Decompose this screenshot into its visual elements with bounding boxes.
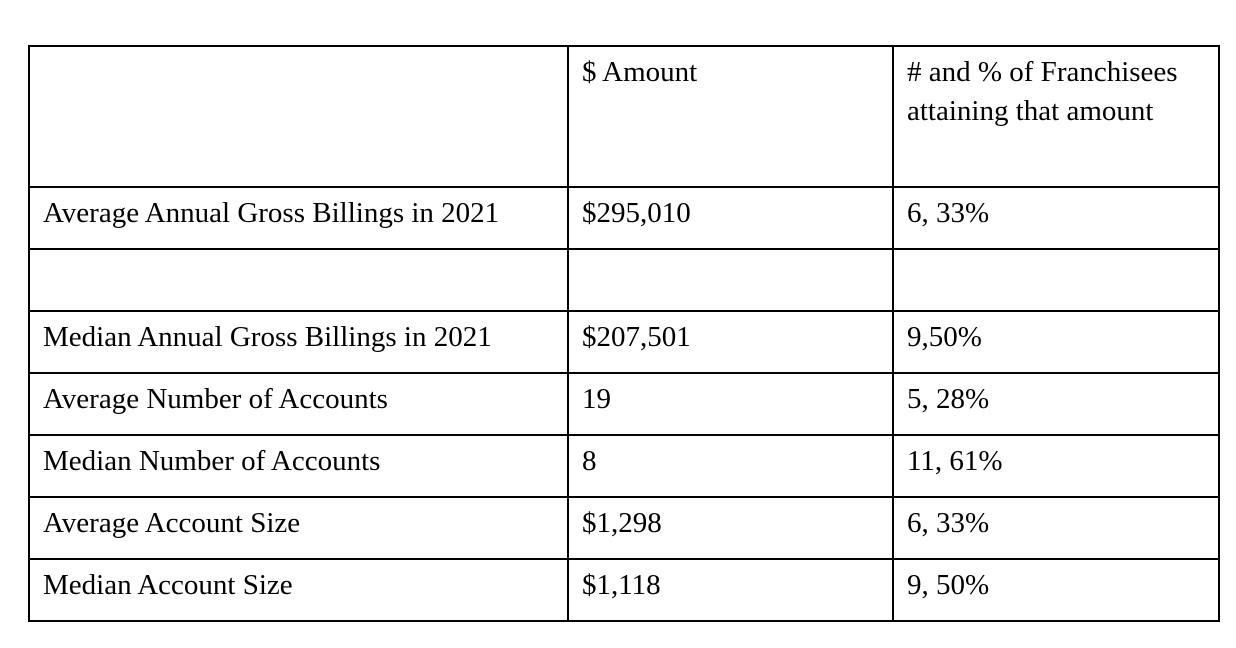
table-row (29, 435, 1219, 497)
row-label: Average Account Size (29, 497, 568, 559)
row-label (29, 249, 568, 311)
row-amount: 8 (568, 435, 893, 497)
header-cell-amount: $ Amount (568, 46, 893, 187)
franchise-performance-table (28, 45, 1220, 622)
table-row (29, 373, 1219, 435)
table-row (29, 249, 1219, 311)
row-label: Average Number of Accounts (29, 373, 568, 435)
row-franchisees: 5, 28% (893, 373, 1219, 435)
row-franchisees: 6, 33% (893, 187, 1219, 249)
table-header-row (29, 46, 1219, 187)
header-cell-empty (29, 46, 568, 187)
row-label: Median Annual Gross Billings in 2021 (29, 311, 568, 373)
franchise-performance-table-container (28, 45, 1220, 622)
row-franchisees (893, 249, 1219, 311)
row-amount (568, 249, 893, 311)
row-franchisees: 9, 50% (893, 559, 1219, 621)
table-row (29, 187, 1219, 249)
row-franchisees: 6, 33% (893, 497, 1219, 559)
table-row (29, 559, 1219, 621)
row-label: Median Number of Accounts (29, 435, 568, 497)
row-label: Average Annual Gross Billings in 2021 (29, 187, 568, 249)
table-row (29, 497, 1219, 559)
header-cell-franchisees: # and % of Franchisees attaining that amount (893, 46, 1219, 187)
row-franchisees: 9,50% (893, 311, 1219, 373)
table-row (29, 311, 1219, 373)
row-amount: $1,298 (568, 497, 893, 559)
row-amount: 19 (568, 373, 893, 435)
row-amount: $207,501 (568, 311, 893, 373)
row-amount: $295,010 (568, 187, 893, 249)
row-amount: $1,118 (568, 559, 893, 621)
row-franchisees: 11, 61% (893, 435, 1219, 497)
row-label: Median Account Size (29, 559, 568, 621)
